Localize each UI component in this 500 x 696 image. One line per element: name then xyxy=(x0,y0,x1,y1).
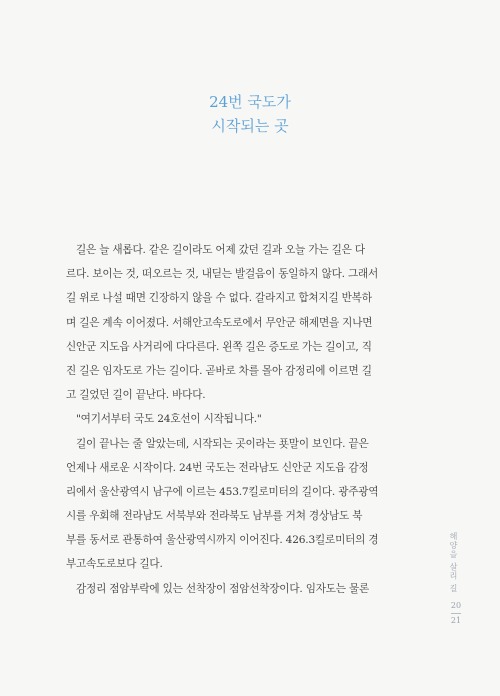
page-number-left: 20 xyxy=(450,601,462,611)
body-line: "여기서부터 국도 24호선이 시작됩니다." xyxy=(76,413,262,426)
body-line: 부고속도로보다 길다. xyxy=(66,558,163,571)
chapter-title xyxy=(0,90,500,138)
side-margin xyxy=(448,532,464,626)
body-line: 며 길은 계속 이어졌다. 서해안고속도로에서 무안군 해제면을 지나면 xyxy=(66,316,373,329)
body-line: 르다. 보이는 것, 떠오르는 것, 내딛는 발걸음이 동일하지 않다. 그래서 xyxy=(66,268,379,281)
body-line: 감정리 점암부락에 있는 선착장이 점암선착장이다. 임자도는 물론 xyxy=(76,582,370,595)
page-number-right: 21 xyxy=(450,616,462,626)
body-text xyxy=(66,238,404,601)
body-line: 진 길은 임자도로 가는 길이다. 곧바로 차를 몰아 감정리에 이르면 길 xyxy=(66,364,372,377)
body-line: 리에서 울산광역시 남구에 이르는 453.7킬로미터의 길이다. 광주광역 xyxy=(66,485,379,498)
body-line: 고 길었던 길이 끝난다. 바다다. xyxy=(66,389,206,402)
body-line: 신안군 지도읍 사거리에 다다른다. 왼쪽 길은 증도로 가는 길이고, 직 xyxy=(66,340,372,353)
body-line: 길 위로 나설 때면 긴장하지 않을 수 없다. 갈라지고 합쳐지길 반복하 xyxy=(66,292,372,305)
page-numbers xyxy=(448,601,464,626)
body-line: 부를 동서로 관통하여 울산광역시까지 이어진다. 426.3킬로미터의 경 xyxy=(66,534,379,547)
body-line: 언제나 새로운 시작이다. 24번 국도는 전라남도 신안군 지도읍 감정 xyxy=(66,461,369,474)
body-line: 시를 우회해 전라남도 서북부와 전라북도 남부를 거쳐 경상남도 북 xyxy=(66,510,363,523)
body-line: 길이 끝나는 줄 알았는데, 시작되는 곳이라는 푯말이 보인다. 끝은 xyxy=(76,437,369,450)
body-line: 길은 늘 새롭다. 같은 길이라도 어제 갔던 길과 오늘 가는 길은 다 xyxy=(76,244,365,256)
chapter-title-line-2: 시작되는 곳 xyxy=(211,117,289,135)
chapter-title-line-1: 24번 국도가 xyxy=(209,93,291,111)
running-head: 해양을 살리 길 xyxy=(449,532,458,594)
page-number-divider xyxy=(451,613,461,614)
